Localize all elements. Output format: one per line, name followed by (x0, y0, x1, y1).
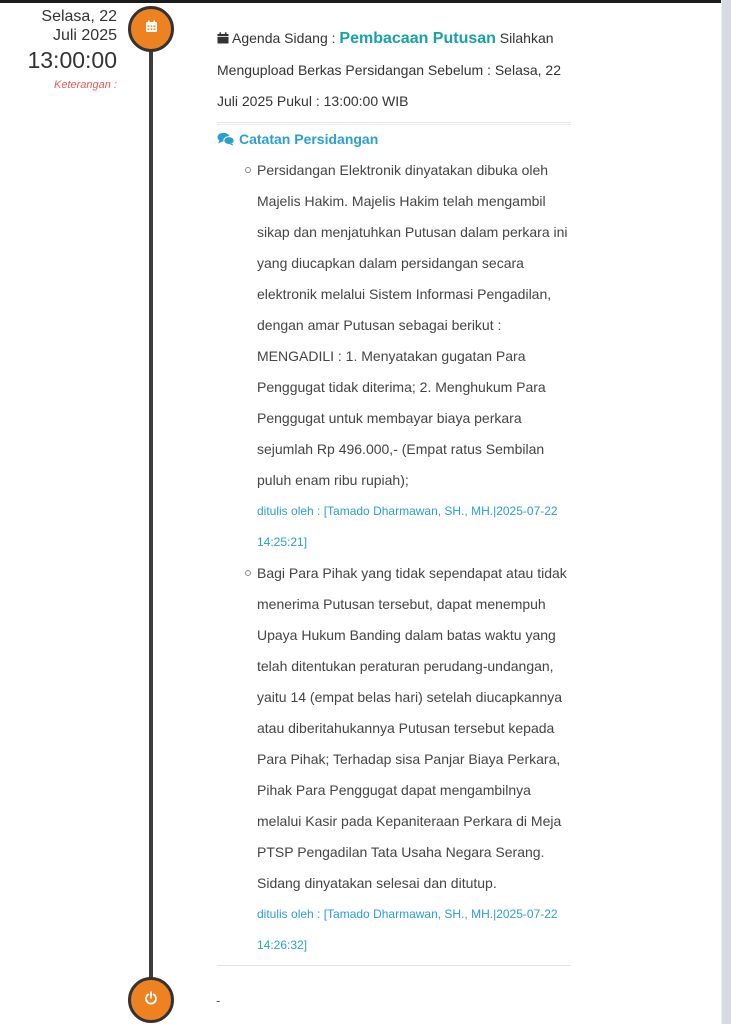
top-border (0, 0, 731, 3)
bullet-icon (245, 570, 251, 576)
power-icon (144, 991, 158, 1010)
note-text: Bagi Para Pihak yang tidak sependapat atau tidak menerima Putusan tersebut, dapat menempuh Upaya Hukum Banding dalam batas waktu yang telah ditentukan peraturan perudang-undangan, yaitu 14 (empat belas hari) setelah diucapkannya atau diberitahukannya Putusan tersebut kepada Para Pihak; Terhadap sisa Panjar Biaya Perkara, Pihak Para Penggugat dapat mengambilnya melalui Kasir pada Kepaniteraan Perkara di Meja PTSP Pengadilan Tata Usaha Negara Serang. Sidang dinyatakan selesai dan ditutup. (257, 565, 567, 891)
divider (217, 965, 571, 966)
scrollbar-track[interactable] (722, 0, 731, 1024)
session-date-block (10, 7, 117, 91)
list-item (217, 155, 571, 558)
timeline-content (217, 23, 571, 966)
agenda-block (217, 23, 571, 117)
catatan-heading (217, 131, 571, 147)
note-author: ditulis oleh : [Tamado Dharmawan, SH., MH.|2025-07-22 14:25:21] (257, 504, 558, 549)
agenda-label: Agenda Sidang : (232, 30, 340, 46)
timeline-node-calendar (128, 6, 174, 52)
session-date-day: Selasa, 22 (41, 8, 117, 25)
catatan-title: Catatan Persidangan (239, 131, 379, 147)
calendar-icon (145, 20, 158, 38)
calendar-icon (217, 24, 229, 55)
session-time: 13:00:00 (27, 47, 117, 73)
note-text: Persidangan Elektronik dinyatakan dibuka oleh Majelis Hakim. Majelis Hakim telah mengambil sikap dan menjatuhkan Putusan dalam perkara ini yang diucapkan dalam persidangan secara elektronik melalui Sistem Informasi Pengadilan, dengan amar Putusan sebagai berikut : MENGADILI : 1. Menyatakan gugatan Para Penggugat tidak diterima; 2. Menghukum Para Penggugat untuk membayar biaya perkara sejumlah Rp 496.000,- (Empat ratus Sembilan puluh enam ribu rupiah); (257, 162, 568, 488)
bullet-icon (245, 167, 251, 173)
timeline-line (149, 20, 153, 1005)
agenda-title: Pembacaan Putusan (339, 30, 496, 47)
timeline-node-end (128, 977, 174, 1023)
list-item (217, 558, 571, 961)
note-author: ditulis oleh : [Tamado Dharmawan, SH., MH.|2025-07-22 14:26:32] (257, 907, 558, 952)
session-date-month-year: Juli 2025 (52, 27, 117, 44)
comments-icon (217, 132, 235, 146)
catatan-list (217, 155, 571, 961)
agenda-text: Silahkan Mengupload Berkas Persidangan Sebelum : Selasa, 22 Juli 2025 Pukul : 13:00:00 WIB (217, 30, 561, 109)
footer-dash: - (216, 993, 221, 1008)
divider (217, 122, 571, 125)
keterangan-label: Keterangan : (54, 79, 117, 91)
